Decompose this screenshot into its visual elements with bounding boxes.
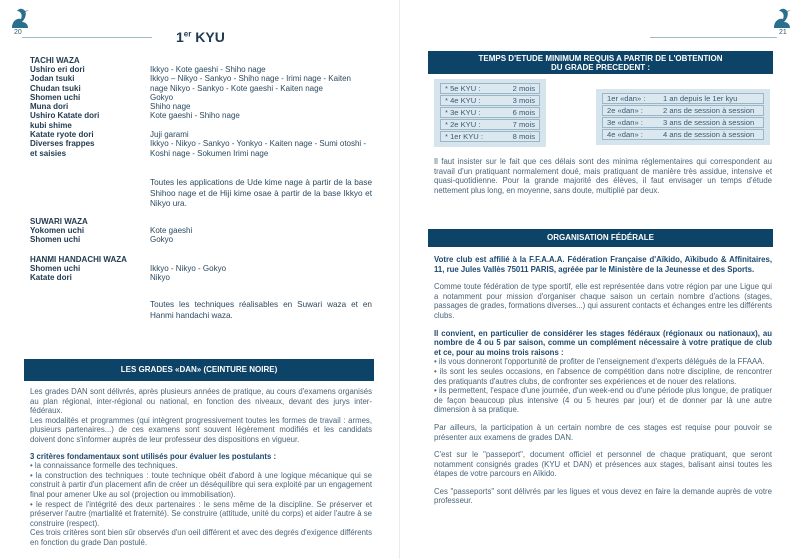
org-paragraph: Ces "passeports" sont délivrés par les ligues et vous devez en faire la demande auprès de votre professeur.: [434, 486, 772, 506]
page-title: 1er KYU: [176, 29, 225, 45]
criteria-title: 3 critères fondamentaux sont utilisés pour évaluer les postulants :: [30, 451, 277, 461]
technique-row: Yokomen uchi Kote gaeshi: [30, 226, 193, 235]
table-row: 3e «dan» : 3 ans de session à session: [602, 117, 764, 128]
dan-time-table: [596, 89, 770, 145]
table-row: 4e «dan» : 4 ans de session à session: [602, 129, 764, 140]
technique-row: kubi shime: [30, 120, 72, 130]
technique-row: Diverses frappes Ikkyo - Nikyo - Sankyo - Yonkyo - Kaiten nage - Sumi otoshi -: [30, 139, 367, 149]
grades-paragraph: [30, 387, 372, 548]
temps-etude-band: [428, 51, 773, 74]
criteria-item: • la connaissance formelle des techniques.: [30, 461, 178, 471]
org-affiliation: Votre club est affilié à la F.F.A.A.A. Fédération Française d'Aïkido, Aïkibudo & Affinitaires, 11, rue Jules Vallès 75011 PARIS, agréée par le Ministère de la Jeunesse et des Sports.: [434, 255, 772, 274]
organisation-band: ORGANISATION FÉDÉRALE: [428, 229, 773, 247]
org-stages-intro: Il convient, en particulier de considérer les stages fédéraux (régionaux ou nationaux), au nombre de 4 ou 5 par saison, comme un complément nécessaire à votre pratique de club et ce, pour au moins trois raisons :: [434, 328, 772, 357]
table-row: * 4e KYU : 3 mois: [440, 95, 540, 106]
heron-logo-icon: [770, 6, 792, 30]
technique-row: Katate dori Nikyo: [30, 273, 171, 283]
technique-row: Shomen uchi Gokyo: [30, 235, 174, 245]
technique-row: Chudan tsuki nage Nikyo - Sankyo - Kote gaeshi - Kaiten nage: [30, 83, 323, 93]
hanmi-heading: HANMI HANDACHI WAZA: [30, 255, 127, 264]
table-row: * 1er KYU : 8 mois: [440, 131, 540, 142]
suwari-waza-list: [30, 226, 375, 245]
criteria-item: • la construction des techniques : toute technique obéit d'abord à une logique mécanique qui se construit à partir d'un placement afin de créer un déséquilibre qui sera exploité par un engagement final pour amener Uke au sol (projection ou immobilisation).: [30, 470, 372, 499]
organisation-section: [434, 255, 772, 506]
org-paragraph: Comme toute fédération de type sportif, elle est représentée dans votre région par une Ligue qui a notamment pour mission d'organiser chaque saison un certain nombre d'actions (stages, passages de grades, formations diverses...) qui assurent contacts et échanges entre les différents clubs.: [434, 282, 772, 320]
technique-row: et saisies Koshi nage - Sokumen Irimi nage: [30, 148, 269, 158]
kyu-time-table: [434, 79, 546, 147]
technique-row: Jodan tsuki Ikkyo – Nikyo - Sankyo - Shiho nage - Irimi nage - Kaiten: [30, 74, 351, 84]
header-rule: [650, 37, 777, 38]
org-paragraph: Par ailleurs, la participation à un certain nombre de ces stages est requise pour pouvoir se présenter aux examens de grades DAN.: [434, 422, 772, 442]
hanmi-list: [30, 264, 375, 283]
table-row: 1er «dan» : 1 an depuis le 1er kyu: [602, 93, 764, 104]
header-rule: [22, 37, 152, 38]
tachi-waza-note: Toutes les applications de Ude kime nage à partir de la base Shihoo nage et de Hiji kime osae à partir de la base Ikkyo et Nikyo ura.: [150, 178, 372, 208]
grades-dan-band: LES GRADES «DAN» (CEINTURE NOIRE): [24, 359, 374, 381]
heron-logo-icon: [8, 6, 30, 30]
band-line: DU GRADE PRECEDENT :: [550, 63, 651, 72]
right-page: [400, 0, 799, 559]
criteria-item: • le respect de l'intégrité des deux partenaires : le sens même de la discipline. Se préserver et préserver l'autre (martialité et fraternité). Se construire (attitude, unité du corps) et aider l'autre à se construire (respect).: [30, 499, 372, 528]
org-paragraph: C'est sur le "passeport", document officiel et personnel de chaque pratiquant, que seront notamment consignés grades (KYU et DAN) et présences aux stages, balisant ainsi toutes les étapes de votre parcours en Aïkido.: [434, 450, 772, 479]
org-bullet: • ils permettent, l'espace d'une journée, d'un week-end ou d'une période plus longue, de pratiquer de façon beaucoup plus intensive (4 ou 5 heures par jour) et de donner par là une autre dimension à sa pratique.: [434, 386, 772, 415]
tachi-waza-list: [30, 65, 375, 158]
table-row: 2e «dan» : 2 ans de session à session: [602, 105, 764, 116]
temps-paragraph: Il faut insister sur le fait que ces délais sont des minima réglementaires qui correspondent au travail d'un pratiquant normalement doué, mais pratiquant de manière très assidue, intensive et quasi-quotidienne. Pour la grande majorité des élèves, il faut envisager un temps d'étude nettement plus long, en moyenne, sans doute, multiplié par deux.: [434, 157, 772, 195]
grades-p2: Les modalités et programmes (qui intègrent progressivement toutes les formes de travail : armes, plusieurs partenaires...) de ces examens sont souvent légèrement modifiés et les candidats doivent donc s'informer auprès de leur professeur des dispositions en vigueur.: [30, 415, 372, 444]
table-row: * 3e KYU : 6 mois: [440, 107, 540, 118]
org-bullet: • ils sont les seules occasions, en l'absence de compétition dans notre discipline, de rencontrer des pratiquants d'autres clubs, de confronter ses expériences et de nouer des relations.: [434, 366, 772, 386]
band-line: TEMPS D'ETUDE MINIMUM REQUIS A PARTIR DE L'OBTENTION: [478, 54, 723, 63]
technique-row: Ushiro Katate dori Kote gaeshi - Shiho nage: [30, 111, 240, 121]
technique-row: Katate ryote dori Juji garami: [30, 130, 189, 140]
table-row: * 2e KYU : 7 mois: [440, 119, 540, 130]
page-number: 20: [14, 29, 22, 36]
technique-row: Shomen uchi Ikkyo - Nikyo - Gokyo: [30, 264, 227, 273]
grades-p1: Les grades DAN sont délivrés, après plusieurs années de pratique, au cours d'examens organisés au plan régional, inter-régional ou national, en fonction des niveaux, devant des jurys inter-fédéraux.: [30, 387, 372, 416]
suwari-waza-heading: SUWARI WAZA: [30, 217, 88, 226]
table-row: * 5e KYU : 2 mois: [440, 83, 540, 94]
technique-row: Muna dori Shiho nage: [30, 102, 191, 112]
org-bullet: • ils vous donneront l'opportunité de profiter de l'enseignement d'experts délégués de la FFAAA.: [434, 357, 765, 367]
technique-row: Ushiro eri dori Ikkyo - Kote gaeshi - Shiho nage: [30, 65, 266, 74]
technique-row: Shomen uchi Gokyo: [30, 92, 174, 102]
tachi-waza-heading: TACHI WAZA: [30, 56, 80, 65]
hanmi-note: Toutes les techniques réalisables en Suwari waza et en Hanmi handachi waza.: [150, 300, 372, 320]
page-number: 21: [779, 29, 787, 36]
criteria-item: Ces trois critères sont bien sûr observés d'un oeil différent et avec des degrés d'exigence différents en fonction du grade Dan postulé.: [30, 528, 372, 547]
